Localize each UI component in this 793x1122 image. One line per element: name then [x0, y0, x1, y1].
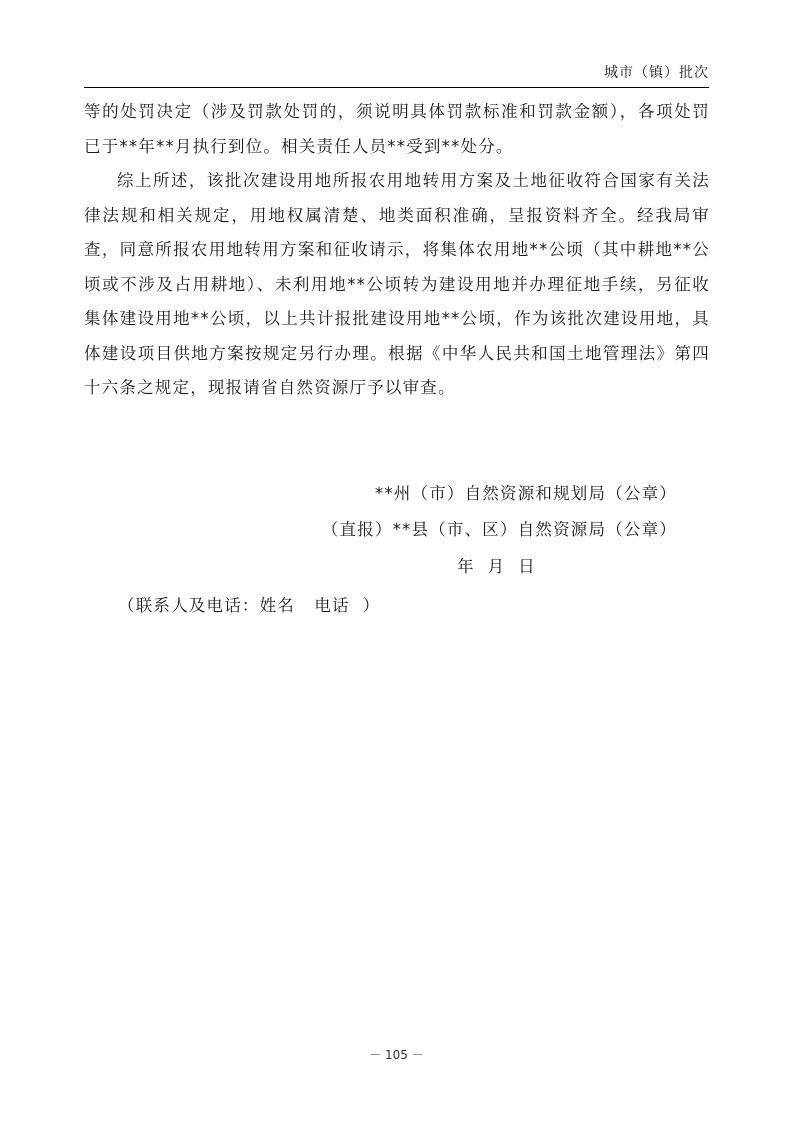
- header-divider: [84, 87, 709, 88]
- page-number: － 105 －: [369, 1048, 424, 1062]
- signature-date: 年 月 日: [457, 557, 536, 576]
- signature-issuer-county: （直报）**县（市、区）自然资源局（公章）: [321, 520, 677, 539]
- body-paragraph-continued: 等的处罚决定（涉及罚款处罚的，须说明具体罚款标准和罚款金额），各项处罚已于**年**月执行到位。相关责任人员**受到**处分。: [84, 102, 710, 156]
- contact-info: （联系人及电话：姓名 电话 ）: [118, 596, 381, 615]
- document-body: [84, 95, 710, 406]
- body-paragraph-conclusion: 综上所述，该批次建设用地所报农用地转用方案及土地征收符合国家有关法律法规和相关规定，用地权属清楚、地类面积准确，呈报资料齐全。经我局审查，同意所报农用地转用方案和征收请示，将集体农用地**公顷（其中耕地**公顷或不涉及占用耕地）、未利用地**公顷转为建设用地并办理征地手续，另征收集体建设用地**公顷，以上共计报批建设用地**公顷，作为该批次建设用地，具体建设项目供地方案按规定另行办理。根据《中华人民共和国土地管理法》第四十六条之规定，现报请省自然资源厅予以审查。: [84, 171, 710, 397]
- signature-issuer-prefecture: **州（市）自然资源和规划局（公章）: [374, 484, 677, 503]
- page-header-title: 城市（镇）批次: [604, 65, 709, 81]
